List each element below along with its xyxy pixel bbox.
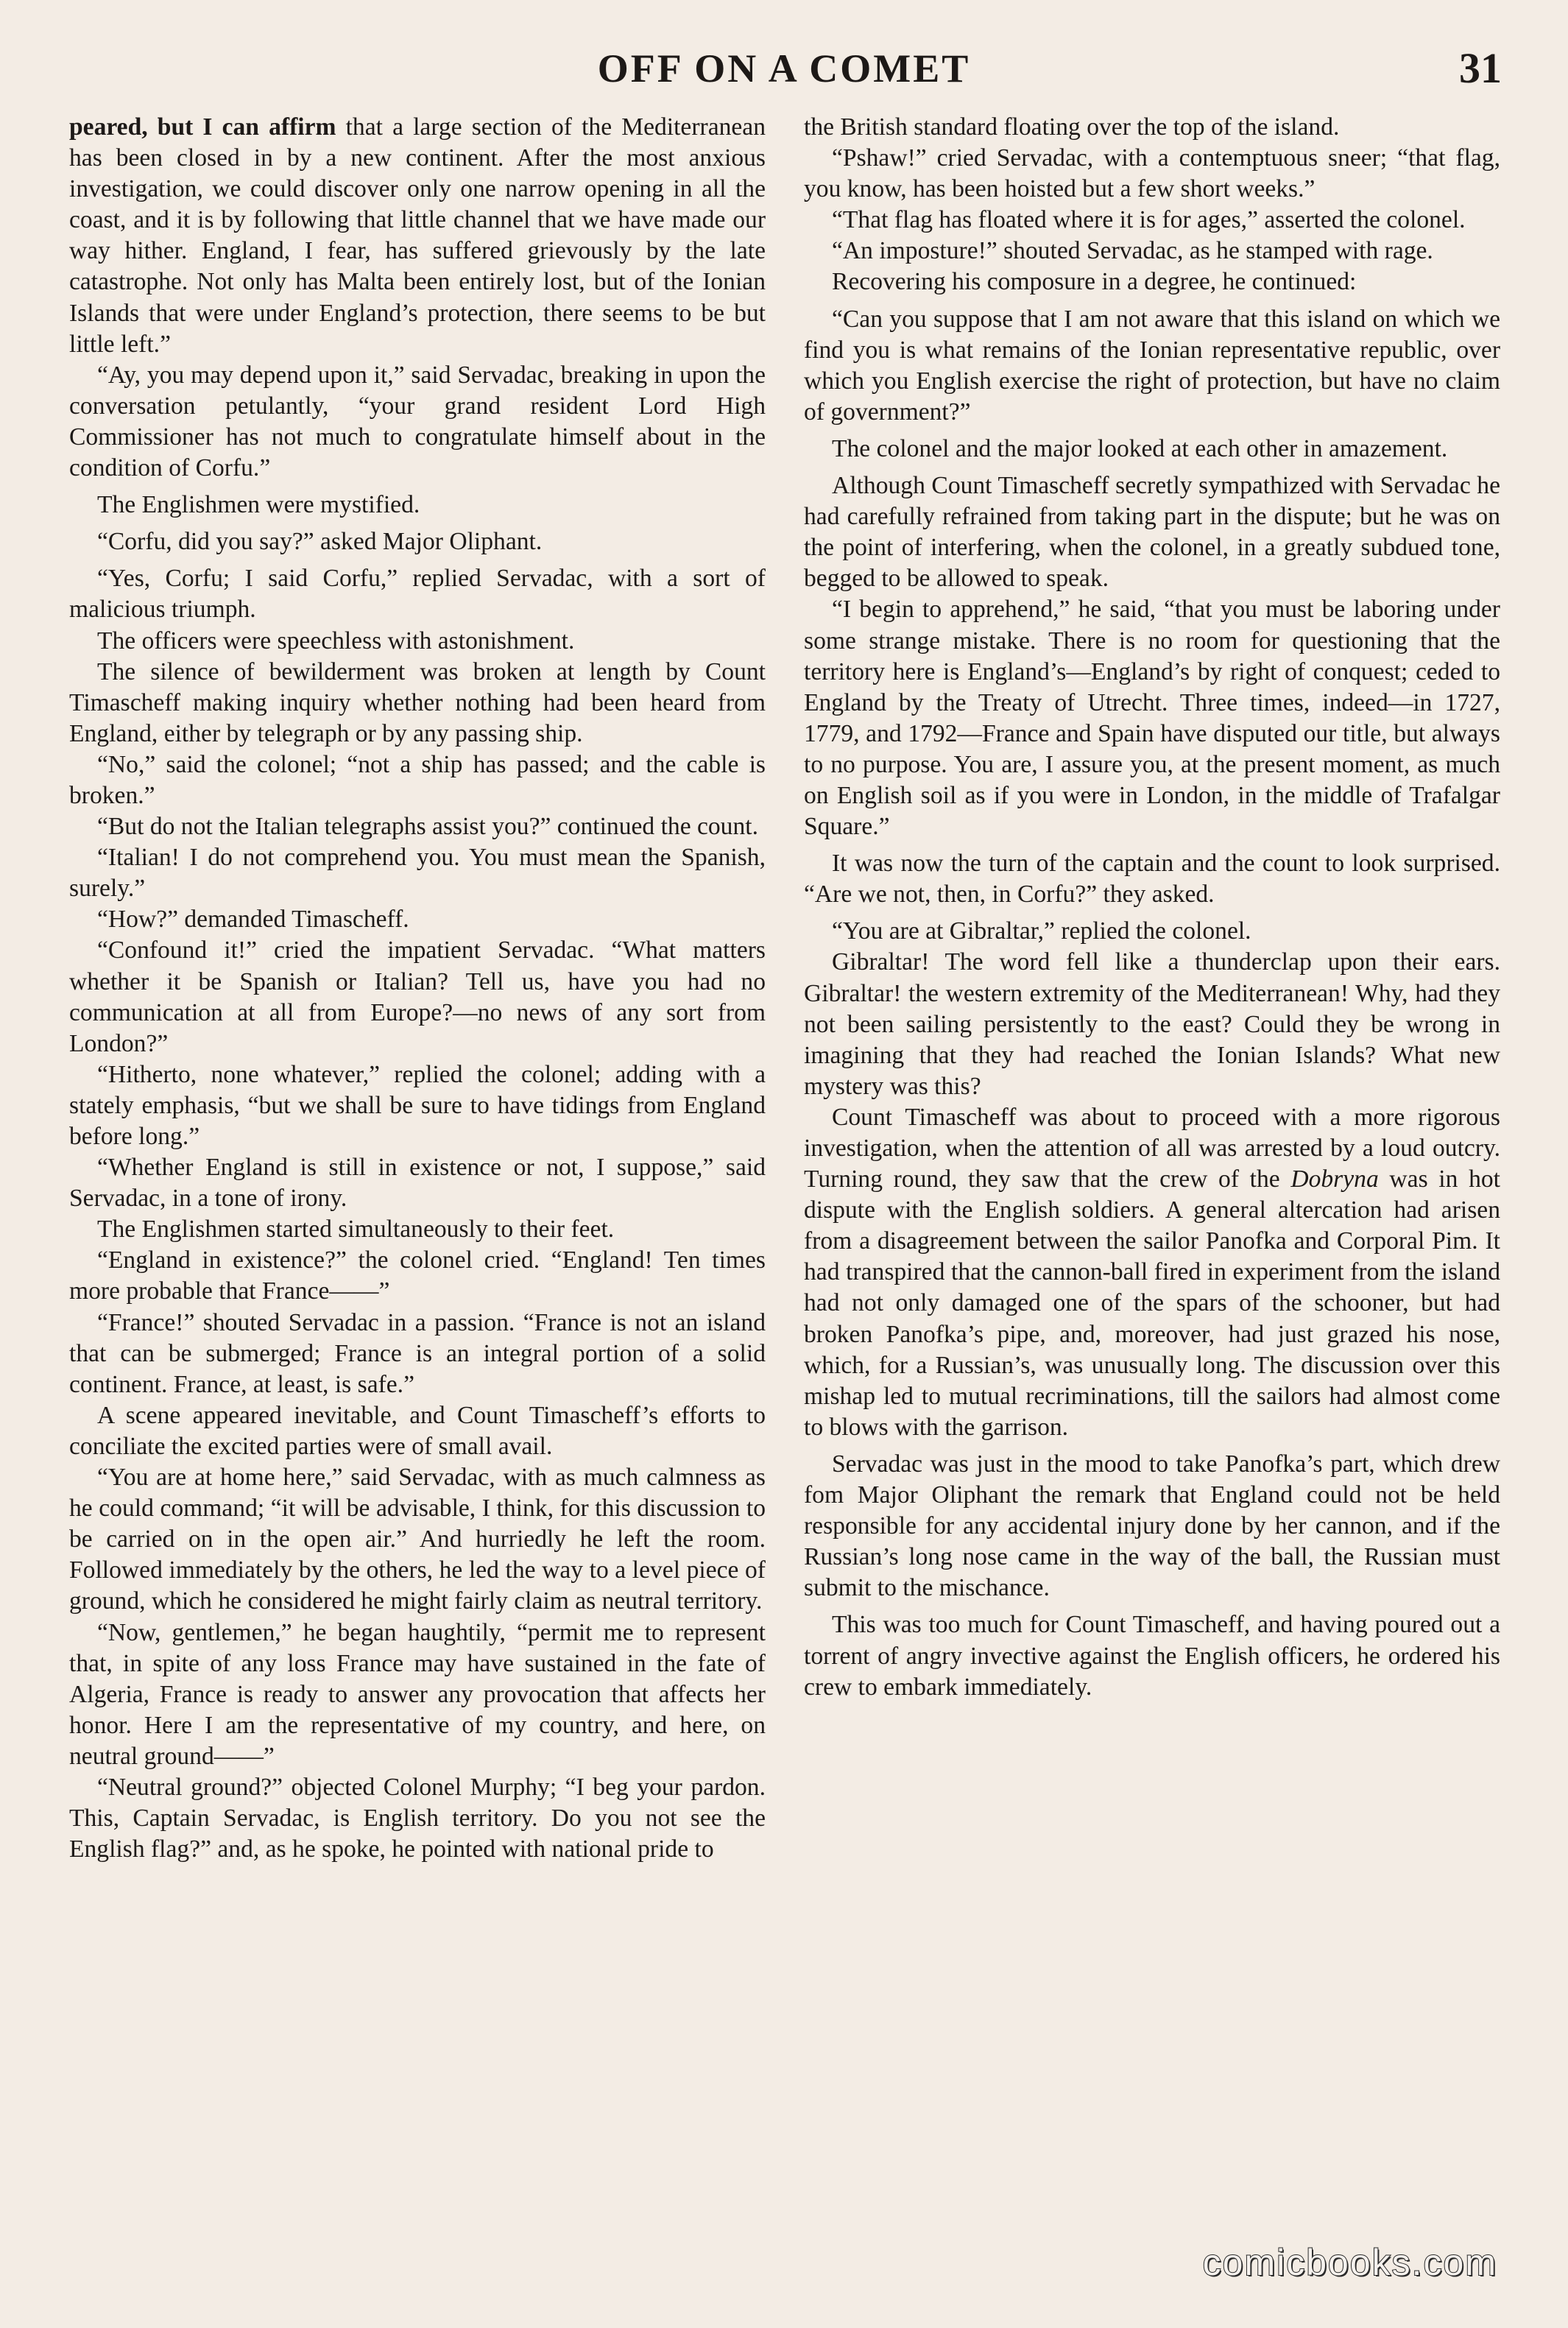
paragraph: “Whether England is still in existence or not, I suppose,” said Servadac, in a tone of irony. bbox=[69, 1154, 766, 1213]
paragraph: “No,” said the colonel; “not a ship has passed; and the cable is broken.” bbox=[69, 750, 766, 809]
paragraph: “But do not the Italian telegraphs assist you?” continued the count. bbox=[97, 813, 758, 841]
paragraph: Gibraltar! The word fell like a thunderclap upon their ears. Gibraltar! the western extremity of the Mediterranean! Why, had they not been sailing persistently to the east? Could they be wrong in imagining that they had reached the Ionian Islands? What new mystery was this? bbox=[804, 948, 1500, 1100]
paragraph-lead: peared, but I can affirm bbox=[69, 113, 336, 141]
paragraph: “You are at home here,” said Servadac, with as much calmness as he could command; “it will be advisable, I think, for this discussion to be carried on in the open air.” And hurriedly he left the room. Followed immediately by the others, he led the way to a level piece of ground, which he considered he might fairly claim as neutral territory. bbox=[69, 1464, 766, 1615]
paragraph: The Englishmen started simultaneously to their feet. bbox=[97, 1216, 615, 1244]
paragraph: “Can you suppose that I am not aware that this island on which we find you is what remains of the Ionian representative republic, over which you English exercise the right of protection, but have no claim of government?” bbox=[804, 305, 1500, 426]
paragraph-text: was in hot dispute with the English soldiers. A general altercation had arisen from a disagreement between the sailor Panofka and Corporal Pim. It had transpired that the cannon-ball fired in experiment from the island had not only damaged one of the spars of the schooner, but had broken Panofka’s pipe, and, moreover, had just grazed his nose, which, for a Russian’s, was unusually long. The discussion over this mishap led to mutual recriminations, till the sailors had almost come to blows with the garrison. bbox=[804, 1165, 1500, 1441]
paragraph: “An imposture!” shouted Servadac, as he stamped with rage. bbox=[832, 237, 1433, 265]
paragraph: It was now the turn of the captain and the count to look surprised. “Are we not, then, in Corfu?” they asked. bbox=[804, 850, 1500, 909]
paragraph: Servadac was just in the mood to take Panofka’s part, which drew fom Major Oliphant the remark that England could not be held responsible for any accidental injury done by her cannon, and if the Russian’s long nose came in the way of the ball, the Russian must submit to the mischance. bbox=[804, 1450, 1500, 1602]
running-header-title: OFF ON A COMET bbox=[597, 46, 971, 91]
paragraph: “I begin to apprehend,” he said, “that you must be laboring under some strange mistake. There is no room for questioning that the territory here is England’s—England’s by right of conquest; ceded to England by the Treaty of Utrecht. Three times, indeed—in 1727, 1779, and 1792—France and Spain have disputed our title, but always to no purpose. You are, I assure you, at the present moment, as much on English soil as if you were in London, in the middle of Trafalgar Square.” bbox=[804, 596, 1500, 841]
paragraph bbox=[69, 112, 766, 360]
paragraph: “Pshaw!” cried Servadac, with a contemptuous sneer; “that flag, you know, has been hoisted but a few short weeks.” bbox=[804, 144, 1500, 203]
paragraph: A scene appeared inevitable, and Count Timascheff’s efforts to conciliate the excited parties were of small avail. bbox=[69, 1401, 766, 1460]
paragraph bbox=[804, 1102, 1500, 1443]
paragraph-text: that a large section of the Mediterranean has been closed in by a new continent. After the most anxious investigation, we could discover only one narrow opening in all the coast, and it is by following that little channel that we have made our way hither. England, I fear, has suffered grievously by the late catastrophe. Not only has Malta been entirely lost, but of the Ionian Islands that were under England’s protection, there seems to be but little left.” bbox=[69, 113, 766, 358]
paragraph: The silence of bewilderment was broken at length by Count Timascheff making inquiry whether nothing had been heard from England, either by telegraph or by any passing ship. bbox=[69, 657, 766, 747]
page-number: 31 bbox=[1459, 44, 1502, 92]
paragraph: “Neutral ground?” objected Colonel Murphy; “I beg your pardon. This, Captain Servadac, is English territory. Do you not see the English flag?” and, as he spoke, he pointed with national pride to bbox=[69, 1773, 766, 1863]
paragraph: Recovering his composure in a degree, he continued: bbox=[832, 268, 1357, 296]
paragraph: “France!” shouted Servadac in a passion. “France is not an island that can be submerged; France is an integral portion of a solid continent. France, at least, is safe.” bbox=[69, 1308, 766, 1398]
paragraph: “England in existence?” the colonel cried. “England! Ten times more probable that France——” bbox=[69, 1246, 766, 1305]
paragraph: “You are at Gibraltar,” replied the colonel. bbox=[832, 917, 1251, 945]
paragraph: “Italian! I do not comprehend you. You must mean the Spanish, surely.” bbox=[69, 844, 766, 903]
ship-name: Dobryna bbox=[1290, 1165, 1379, 1193]
paragraph: “That flag has floated where it is for ages,” asserted the colonel. bbox=[832, 206, 1466, 234]
left-column bbox=[69, 112, 766, 1865]
right-column bbox=[804, 112, 1500, 1703]
paragraph: The officers were speechless with astonishment. bbox=[97, 627, 575, 655]
paragraph: The colonel and the major looked at each other in amazement. bbox=[832, 434, 1448, 462]
paragraph: “Confound it!” cried the impatient Servadac. “What matters whether it be Spanish or Italian? Tell us, have you had no communication at all from Europe?—no news of any sort from London?” bbox=[69, 937, 766, 1057]
paragraph: “Corfu, did you say?” asked Major Oliphant. bbox=[97, 528, 543, 556]
paragraph: “Now, gentlemen,” he began haughtily, “permit me to represent that, in spite of any loss France may have sustained in the fate of Algeria, France is ready to answer any provocation that affects her honor. Here I am the representative of my country, and here, on neutral ground——” bbox=[69, 1618, 766, 1770]
paragraph-text: Count Timascheff was about to proceed with a more rigorous investigation, when the attention of all was arrested by a loud outcry. Turning round, they saw that the crew of the bbox=[804, 1103, 1500, 1193]
paragraph: This was too much for Count Timascheff, and having poured out a torrent of angry invective against the English officers, he ordered his crew to embark immediately. bbox=[804, 1611, 1500, 1701]
site-watermark: comicbooks.com bbox=[1202, 2242, 1497, 2283]
paragraph: “Yes, Corfu; I said Corfu,” replied Servadac, with a sort of malicious triumph. bbox=[69, 565, 766, 624]
paragraph: the British standard floating over the top of the island. bbox=[804, 113, 1340, 141]
paragraph: “Hitherto, none whatever,” replied the colonel; adding with a stately emphasis, “but we shall be sure to have tidings from England before long.” bbox=[69, 1060, 766, 1150]
paragraph: “How?” demanded Timascheff. bbox=[97, 906, 409, 934]
paragraph: “Ay, you may depend upon it,” said Servadac, breaking in upon the conversation petulantly, “your grand resident Lord High Commissioner has not much to congratulate himself about in the condition of Corfu.” bbox=[69, 361, 766, 482]
paragraph: The Englishmen were mystified. bbox=[97, 491, 420, 519]
paragraph: Although Count Timascheff secretly sympathized with Servadac he had carefully refrained from taking part in the dispute; but he was on the point of interfering, when the colonel, in a greatly subdued tone, begged to be allowed to speak. bbox=[804, 472, 1500, 593]
